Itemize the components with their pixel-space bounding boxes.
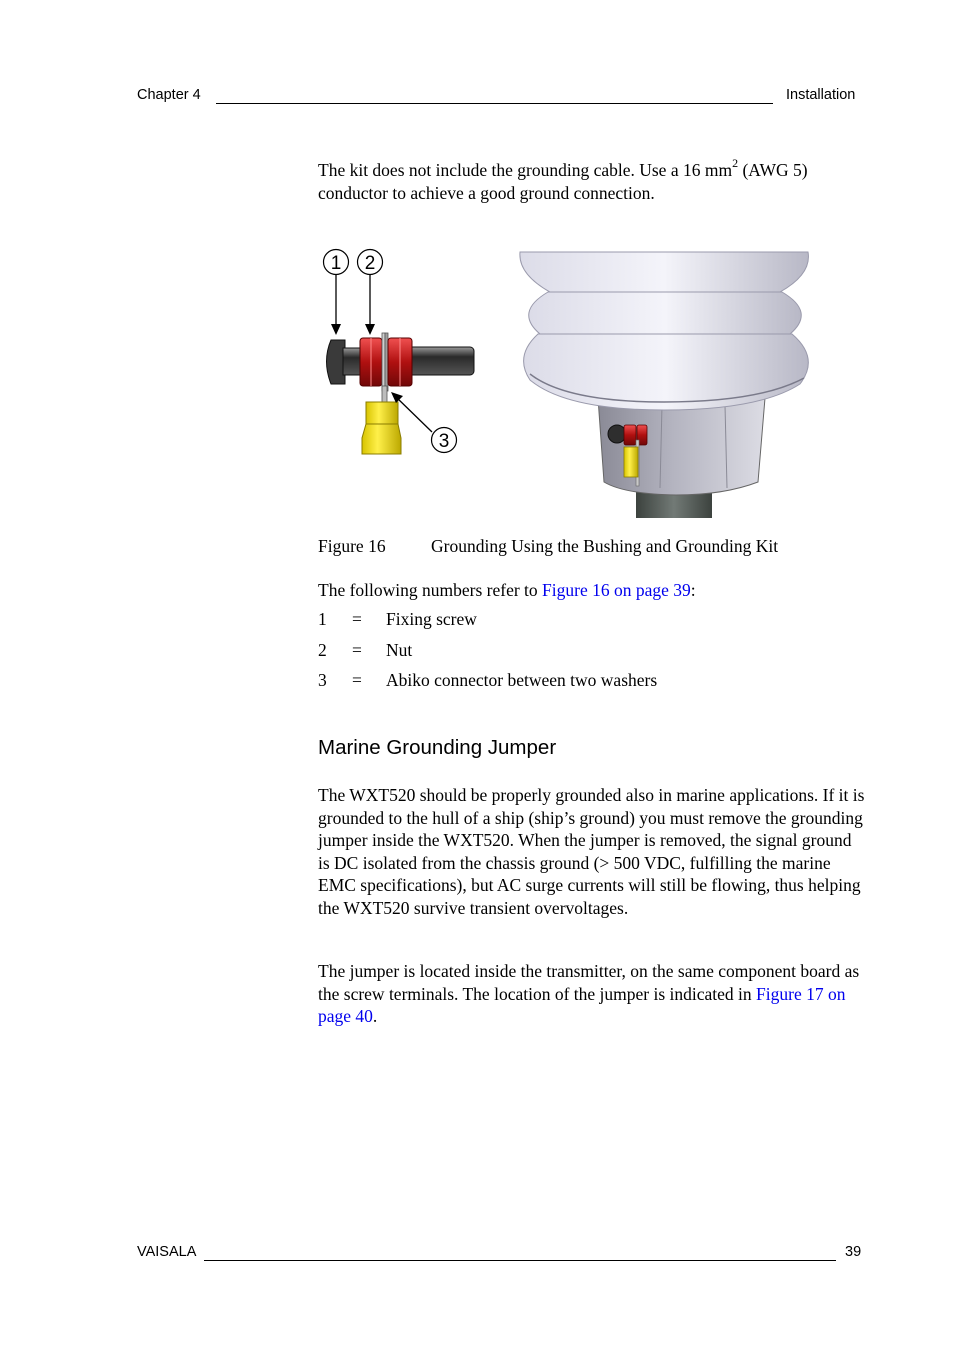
figure-16-link[interactable]: Figure 16 on page 39	[542, 580, 691, 600]
figure-caption-title: Grounding Using the Bushing and Grounding Kit	[431, 536, 779, 556]
figure-caption-number: Figure 16	[318, 536, 386, 556]
footer-company: VAISALA	[137, 1244, 197, 1260]
header-chapter: Chapter 4	[137, 87, 201, 103]
exploded-kit-drawing	[324, 250, 475, 455]
section-heading: Marine Grounding Jumper	[318, 736, 557, 759]
marine-paragraph-2: The jumper is located inside the transmitter, on the same component board as the screw terminals. The location of the jumper is indicated in Figure 17 on page 40.	[318, 961, 860, 1026]
intro-paragraph: The kit does not include the grounding cable. Use a 16 $mm^2$ (AWG 5) conductor to achieve a good ground connection.	[318, 156, 808, 203]
sensor-drawing	[520, 252, 809, 518]
superscript-2: 2	[732, 156, 739, 171]
callout-1-label: 1	[330, 253, 342, 274]
refs-paragraph: The following numbers refer to Figure 16 on page 39:	[318, 580, 696, 600]
marine-paragraph-1: The WXT520 should be properly grounded also in marine applications. If it is grounded to the hull of a ship (ship’s ground) you must remove the grounding jumper inside the WXT520. When the jumper is removed, the signal ground is DC isolated from the chassis ground (> 500 VDC, fulfilling the marine EMC specifications), but AC surge currents will still be flowing, thus helping the WXT520 survive transient overvoltages.	[318, 785, 865, 918]
grounding-figure	[318, 245, 818, 525]
callout-3-label: 3	[438, 431, 450, 452]
footer-page-number: 39	[845, 1244, 862, 1260]
footer-rule	[204, 1260, 836, 1261]
header-rule	[216, 103, 773, 104]
callout-2-label: 2	[364, 253, 376, 274]
figure-17-link[interactable]: Figure 17 on page 40	[318, 983, 846, 1026]
header-section: Installation	[786, 87, 856, 103]
